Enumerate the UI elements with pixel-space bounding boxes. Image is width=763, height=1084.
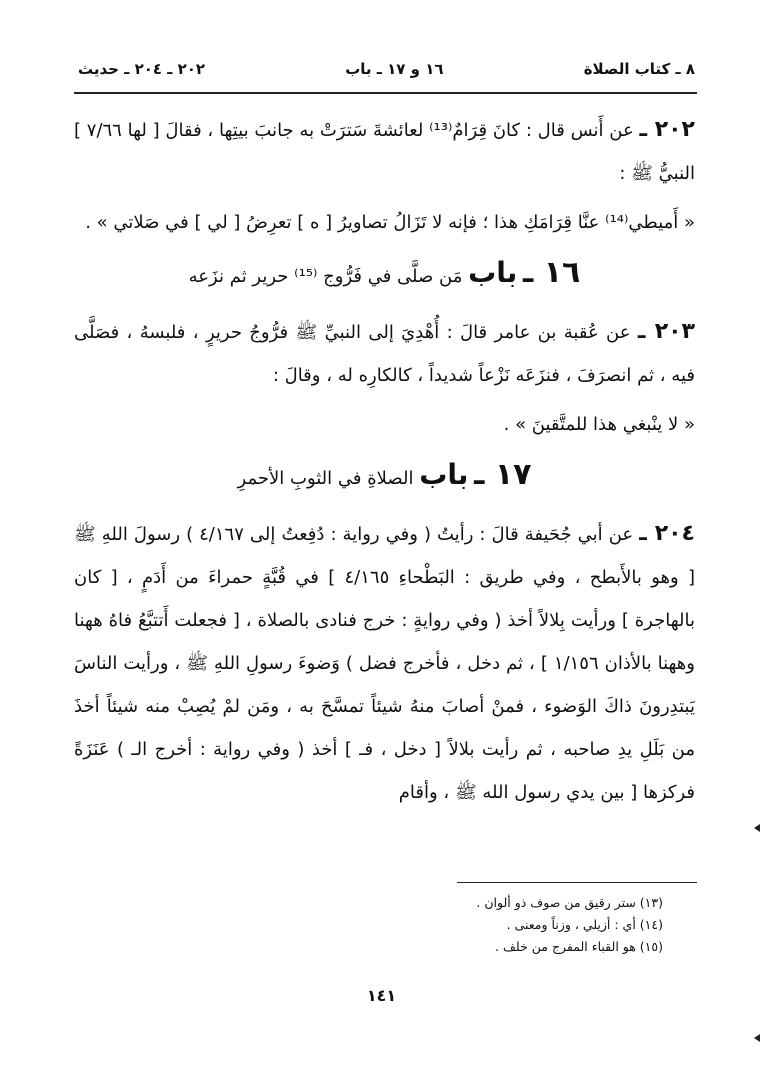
running-header	[78, 54, 695, 84]
footnotes	[303, 892, 663, 958]
hadith-text: عن عُقبة بن عامر قالَ : أُهْدِيَ إلى النبيِّ ﷺ فرُّوجُ حريرٍ ، فلبسهُ ، فصَلَّى فيه ، ثم انصرَفَ ، فنزَعَه نَزْعاً شديداً ، كالكارِه له ، وقالَ :	[74, 322, 695, 386]
header-chapter: ٨ ـ كتاب الصلاة	[583, 60, 695, 78]
footnote-14: (١٤) أي : أزيلي ، وزناً ومعنى .	[506, 917, 663, 932]
chapter-heading-17	[74, 452, 695, 502]
edge-marker-icon	[754, 824, 760, 832]
hadith-204	[74, 512, 695, 814]
chapter-keyword: باب	[468, 256, 518, 289]
page-body	[74, 108, 695, 820]
footnote-15: (١٥) هو القباء المفرج من خلف .	[495, 939, 663, 954]
chapter-title: الصلاةِ في الثوبِ الأحمرِ	[237, 468, 414, 489]
header-hadith-range: ٢٠٢ ـ ٢٠٤ ـ حديث	[78, 60, 206, 78]
header-divider	[74, 92, 697, 94]
footnote-divider	[457, 882, 697, 883]
hadith-203-quote: « لا ينْبغي هذا للمتَّقينَ » .	[503, 414, 695, 435]
chapter-number: ١٦ ـ	[523, 255, 581, 290]
chapter-heading-16	[74, 250, 695, 300]
hadith-text: عن أَنس قال : كانَ قِرَامٌ⁽¹³⁾ لعائشةَ سَترَتْ به جانبَ بيتِها ، فقالَ [ لها ٧/٦٦ ] النبيُّ ﷺ :	[74, 120, 695, 184]
header-sections: ١٦ و ١٧ ـ باب	[345, 60, 444, 78]
footnote-13: (١٣) ستر رقيق من صوف ذو ألوان .	[476, 895, 663, 910]
hadith-number: ٢٠٣ ـ	[637, 319, 695, 344]
hadith-text: عن أبي جُحَيفة قالَ : رأيتُ ( وفي رواية : دُفِعتُ إلى ٤/١٦٧ ) رسولَ اللهِ ﷺ [ وهو بالأَبطح ، وفي طريق : البَطْحاءِ ٤/١٦٥ ] في قُبَّةٍ حمراءَ من أَدَمٍ ، [ كان بالهاجرة ] ورأيت بِلالاً أخذ ( وفي روايةٍ : خرج فنادى بالصلاة ، [ فجعلت أَتتبَّعُ فاهُ ههنا وههنا بالأذان ١/١٥٦ ] ، ثم دخل ، فأخرج فضل ) وَضوءَ رسولِ اللهِ ﷺ ، ورأيت الناسَ يَبتدِرونَ ذاكَ الوَضوء ، فمنْ أصابَ منهُ شيئاً تمسَّحَ به ، ومَن لمْ يُصِبْ منه شيئاً أخذَ من بَلَلِ يدِ صاحبه ، ثم رأيت بلالاً [ دخل ، فـ ] أخذ ( وفي رواية : أخرج الـ ) عَنَزَةً فركزها [ بين يدي رسول الله ﷺ ، وأقام	[74, 524, 695, 803]
page-number: ١٤١	[366, 986, 397, 1005]
hadith-number: ٢٠٢ ـ	[639, 117, 695, 142]
chapter-number: ١٧ ـ	[474, 457, 532, 492]
edge-marker-icon	[754, 1034, 760, 1042]
chapter-title: مَن صلَّى في فَرُّوج ⁽¹⁵⁾ حرير ثم نزَعه	[188, 266, 463, 287]
hadith-202	[74, 108, 695, 195]
hadith-202-quote: « أَميطي⁽¹⁴⁾ عنَّا قِرَامَكِ هذا ؛ فإنه لا تَزَالُ تصاويرُ [ ه ] تعرِضُ [ لي ] في صَلاتي » .	[85, 212, 695, 233]
hadith-number: ٢٠٤ ـ	[639, 521, 695, 546]
chapter-keyword: باب	[419, 458, 469, 491]
hadith-203	[74, 310, 695, 397]
